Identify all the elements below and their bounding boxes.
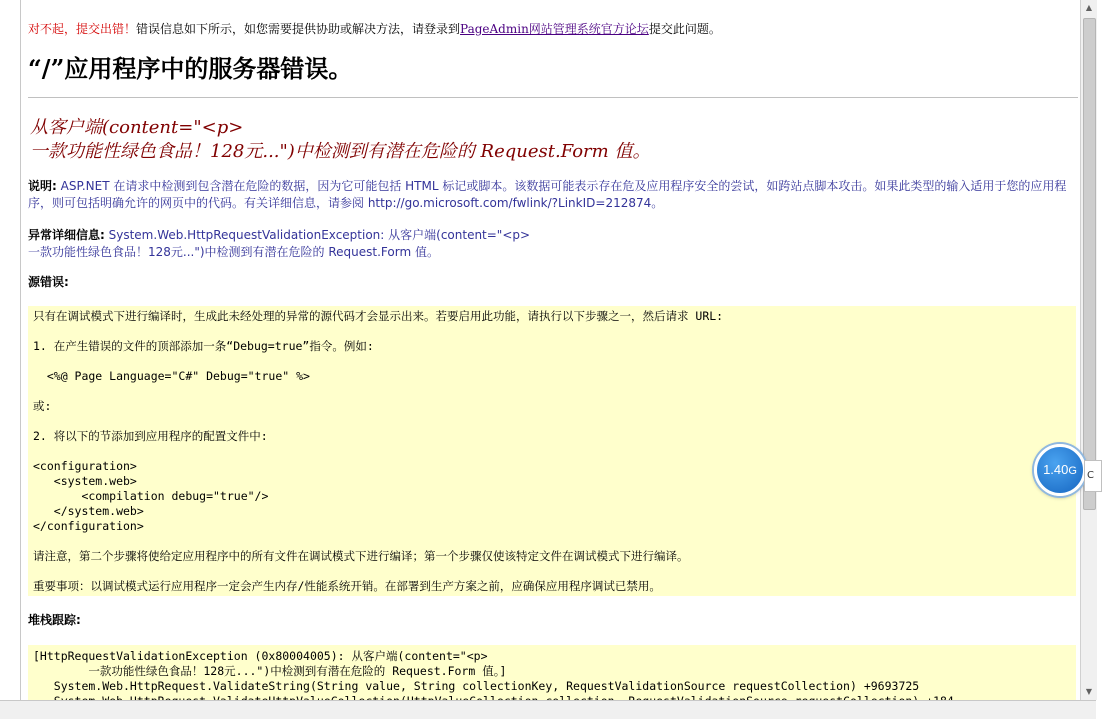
source-line: 或: [33, 399, 52, 413]
stack-trace-box [28, 645, 1076, 705]
stack-line: 一款功能性绿色食品！128元...")中检测到有潜在危险的 Request.Form 值。] [33, 664, 507, 678]
source-line: 2. 将以下的节添加到应用程序的配置文件中: [33, 429, 268, 443]
source-line: <%@ Page Language="C#" Debug="true" %> [33, 369, 310, 383]
exception-label: 异常详细信息: [28, 228, 105, 242]
error-heading-line2: 一款功能性绿色食品！128元...")中检测到有潜在危险的 Request.Form 值。 [30, 141, 651, 162]
source-error-box [28, 306, 1076, 596]
source-line: </configuration> [33, 519, 144, 533]
notice-sorry: 对不起，提交出错！ [28, 22, 137, 36]
server-error-title: “/”应用程序中的服务器错误。 [28, 54, 353, 83]
source-error-label: 源错误: [28, 275, 69, 289]
stack-line: [HttpRequestValidationException (0x80004005): 从客户端(content="<p> [33, 649, 488, 663]
vertical-scrollbar[interactable] [1080, 0, 1097, 700]
notice-message: 错误信息如下所示，如您需要提供协助或解决方法，请登录到 [136, 22, 461, 36]
error-notice [28, 21, 721, 37]
notice-tail: 提交此问题。 [648, 22, 721, 36]
description [28, 178, 1080, 212]
source-line: </system.web> [33, 504, 144, 518]
source-line: <compilation debug="true"/> [33, 489, 269, 503]
source-line: <system.web> [33, 474, 137, 488]
source-line: <configuration> [33, 459, 137, 473]
exception-line1: System.Web.HttpRequestValidationException: 从客户端(content="<p> [104, 228, 531, 242]
exception-line2: 一款功能性绿色食品！128元...")中检测到有潜在危险的 Request.Form 值。 [28, 245, 439, 259]
window-bottom-frame [0, 700, 1096, 719]
scrollbar-thumb[interactable] [1083, 18, 1096, 510]
source-line: 只有在调试模式下进行编译时，生成此未经处理的异常的源代码才会显示出来。若要启用此功能，请执行以下步骤之一，然后请求 URL: [33, 309, 724, 323]
scroll-down-arrow-icon[interactable]: ▼ [1085, 687, 1093, 696]
source-line: 1. 在产生错误的文件的顶部添加一条“Debug=true”指令。例如: [33, 339, 374, 353]
description-label: 说明: [28, 179, 57, 193]
error-heading [30, 116, 650, 164]
stack-trace-label: 堆栈跟踪: [28, 613, 81, 627]
window-left-frame [0, 0, 21, 718]
source-line: 重要事项：以调试模式运行应用程序一定会产生内存/性能系统开销。在部署到生产方案之前，应确保应用程序调试已禁用。 [33, 579, 661, 593]
stack-line: System.Web.HttpRequest.ValidateString(String value, String collectionKey, RequestValidationSource requestCollection) +9693725 [33, 679, 920, 693]
source-line: 请注意，第二个步骤将使给定应用程序中的所有文件在调试模式下进行编译；第一个步骤仅使该特定文件在调试模式下进行编译。 [33, 549, 689, 563]
official-forum-link[interactable]: PageAdmin网站管理系统官方论坛 [460, 22, 649, 36]
exception-details [28, 227, 1080, 261]
memory-usage-ball[interactable]: 1.40G [1034, 444, 1086, 496]
error-heading-line1: 从客户端(content="<p> [30, 117, 244, 138]
side-tab[interactable]: C [1084, 460, 1102, 492]
error-page [28, 0, 1080, 700]
description-text: ASP.NET 在请求中检测到包含潜在危险的数据，因为它可能包括 HTML 标记或脚本。该数据可能表示存在危及应用程序安全的尝试，如跨站点脚本攻击。如果此类型的输入适用于您的应用程序，则可包括明确允许的网页中的代码。有关详细信息，请参阅 http://go.microsoft.com/fwlink/?LinkID=212874。 [28, 179, 1067, 210]
scroll-up-arrow-icon[interactable]: ▲ [1085, 3, 1093, 12]
title-divider [28, 97, 1078, 98]
